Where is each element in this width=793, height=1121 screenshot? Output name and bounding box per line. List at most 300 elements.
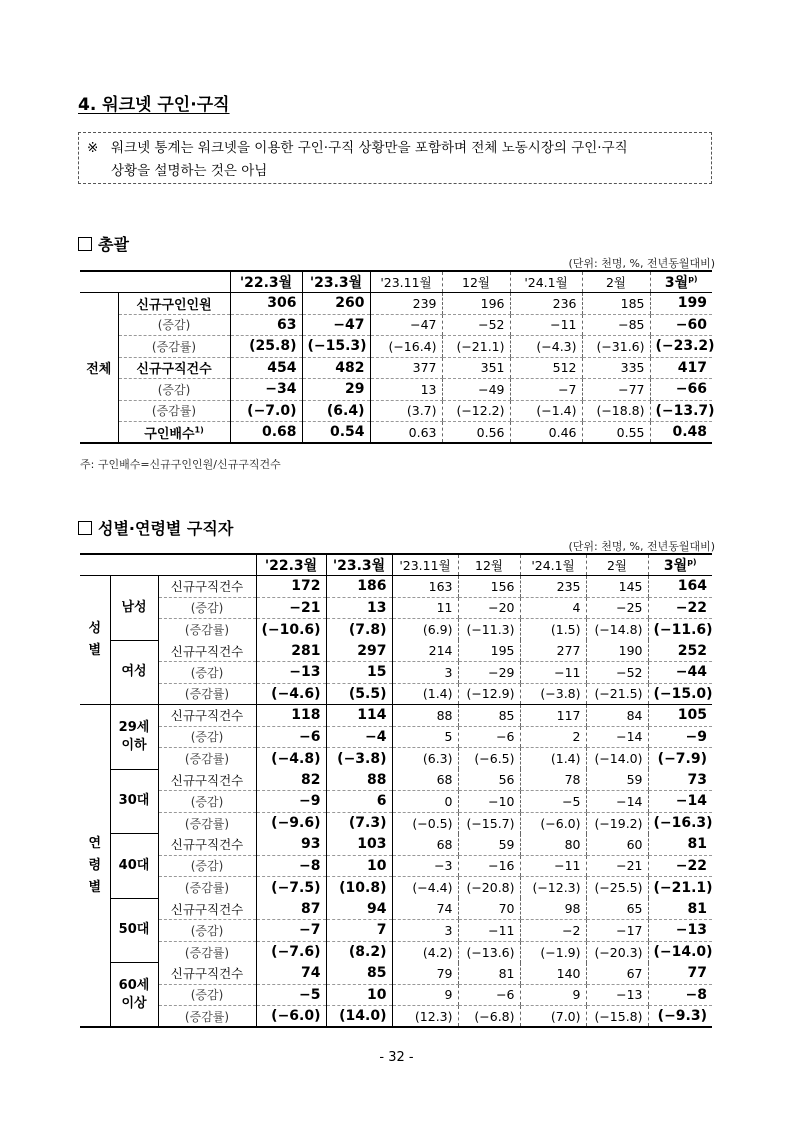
summary-title: 총괄 bbox=[78, 232, 129, 255]
row-label: (증감률) bbox=[158, 1006, 256, 1028]
table-row bbox=[80, 597, 712, 619]
table-row bbox=[80, 920, 712, 942]
column-header bbox=[582, 271, 650, 293]
table-cell: 118 bbox=[256, 705, 326, 727]
table-cell: (−11.3) bbox=[458, 619, 520, 641]
table-row bbox=[80, 1006, 712, 1028]
column-header bbox=[458, 554, 520, 576]
table-cell: 277 bbox=[520, 640, 586, 662]
table-cell: 3 bbox=[392, 920, 458, 942]
group-label bbox=[80, 705, 110, 1028]
table-cell: 512 bbox=[510, 357, 582, 379]
table-cell: 9 bbox=[392, 984, 458, 1006]
table-row bbox=[80, 619, 712, 641]
table-cell: −2 bbox=[520, 920, 586, 942]
square-bullet-icon bbox=[78, 237, 92, 251]
table-cell: (−3.8) bbox=[326, 748, 392, 770]
table-cell: (−18.8) bbox=[582, 400, 650, 422]
row-label bbox=[118, 422, 230, 444]
table-cell: −11 bbox=[458, 920, 520, 942]
group-label: 전체 bbox=[80, 293, 118, 444]
table-cell: (−12.2) bbox=[442, 400, 510, 422]
row-label: (증감) bbox=[158, 791, 256, 813]
row-label-text: 구인배수 bbox=[144, 426, 195, 442]
table-cell: 74 bbox=[392, 898, 458, 920]
table-cell: 105 bbox=[648, 705, 712, 727]
table-row bbox=[80, 812, 712, 834]
row-label-sup: 1) bbox=[194, 425, 204, 435]
table-row bbox=[80, 705, 712, 727]
table-cell: (−6.0) bbox=[520, 812, 586, 834]
table-cell: (−1.4) bbox=[510, 400, 582, 422]
table-cell: 77 bbox=[648, 963, 712, 985]
table-cell: −3 bbox=[392, 855, 458, 877]
table-cell: 103 bbox=[326, 834, 392, 856]
table-row bbox=[80, 357, 712, 379]
row-label bbox=[118, 293, 230, 315]
table-cell: −14 bbox=[586, 791, 648, 813]
table-cell: 236 bbox=[510, 293, 582, 315]
column-header bbox=[648, 554, 712, 576]
column-header-label: '23.11월 bbox=[399, 558, 451, 573]
table-cell: (−6.5) bbox=[458, 748, 520, 770]
table-cell: −52 bbox=[442, 314, 510, 336]
table-cell: (−4.8) bbox=[256, 748, 326, 770]
table-cell: (4.2) bbox=[392, 941, 458, 963]
column-header-label: '22.3월 bbox=[264, 558, 318, 574]
table-cell: −25 bbox=[586, 597, 648, 619]
column-header-label: '23.11월 bbox=[380, 275, 432, 290]
table-cell: 60 bbox=[586, 834, 648, 856]
table-cell: 94 bbox=[326, 898, 392, 920]
table-cell: 0.55 bbox=[582, 422, 650, 444]
column-header-label: '24.1월 bbox=[524, 275, 568, 290]
table-cell: (−9.6) bbox=[256, 812, 326, 834]
table-cell: (−15.0) bbox=[648, 683, 712, 705]
table-cell: (−7.0) bbox=[230, 400, 302, 422]
column-header bbox=[370, 271, 442, 293]
table-cell: 15 bbox=[326, 662, 392, 684]
table-cell: −22 bbox=[648, 597, 712, 619]
table-cell: (−13.6) bbox=[458, 941, 520, 963]
row-label: 신규구직건수 bbox=[158, 640, 256, 662]
table-cell: (−12.9) bbox=[458, 683, 520, 705]
subgroup-label-part: 이상 bbox=[121, 995, 147, 1011]
table-cell: (8.2) bbox=[326, 941, 392, 963]
table-cell: 306 bbox=[230, 293, 302, 315]
table-row bbox=[80, 314, 712, 336]
row-label: 신규구직건수 bbox=[158, 963, 256, 985]
table-cell: 88 bbox=[326, 769, 392, 791]
table-cell: −44 bbox=[648, 662, 712, 684]
table-cell: −21 bbox=[586, 855, 648, 877]
row-label: (증감률) bbox=[184, 816, 230, 831]
row-label-text: 신규구직건수 bbox=[136, 362, 212, 378]
table-cell: 260 bbox=[302, 293, 370, 315]
table-cell: 93 bbox=[256, 834, 326, 856]
table-cell: (6.4) bbox=[302, 400, 370, 422]
column-header-label: 2월 bbox=[605, 275, 627, 290]
table-cell: 164 bbox=[648, 576, 712, 598]
column-header-sup: p) bbox=[687, 557, 697, 567]
table-cell: (−14.0) bbox=[648, 941, 712, 963]
table-cell: (1.4) bbox=[520, 748, 586, 770]
table-cell: 81 bbox=[648, 834, 712, 856]
table-cell: (−16.3) bbox=[648, 812, 712, 834]
detail-table bbox=[80, 553, 712, 1028]
row-label: 신규구직건수 bbox=[158, 769, 256, 791]
table-row bbox=[80, 379, 712, 401]
table-row bbox=[80, 662, 712, 684]
table-cell: (−15.8) bbox=[586, 1006, 648, 1028]
table-cell: −4 bbox=[326, 726, 392, 748]
table-cell: 78 bbox=[520, 769, 586, 791]
table-cell: 56 bbox=[458, 769, 520, 791]
table-cell: (−21.1) bbox=[442, 336, 510, 358]
column-header-label: 3월 bbox=[664, 275, 689, 291]
column-header-label: '24.1월 bbox=[531, 558, 575, 573]
table-cell: (−21.5) bbox=[586, 683, 648, 705]
table-cell: (−10.6) bbox=[256, 619, 326, 641]
table-cell: 81 bbox=[458, 963, 520, 985]
table-cell: 417 bbox=[650, 357, 712, 379]
table-cell: 145 bbox=[586, 576, 648, 598]
table-cell: −21 bbox=[256, 597, 326, 619]
subgroup-label bbox=[110, 640, 158, 705]
table-cell: −11 bbox=[520, 662, 586, 684]
table-cell: (−12.3) bbox=[520, 877, 586, 899]
table-cell: 65 bbox=[586, 898, 648, 920]
group-label bbox=[80, 576, 110, 705]
table-cell: 29 bbox=[302, 379, 370, 401]
table-cell: −14 bbox=[586, 726, 648, 748]
table-row bbox=[80, 640, 712, 662]
row-label bbox=[118, 336, 230, 358]
table-cell: 10 bbox=[326, 984, 392, 1006]
table-cell: −11 bbox=[510, 314, 582, 336]
table-cell: 10 bbox=[326, 855, 392, 877]
table-cell: 186 bbox=[326, 576, 392, 598]
table-cell: 190 bbox=[586, 640, 648, 662]
group-label-char: 령 bbox=[88, 857, 102, 873]
group-label-char: 연 bbox=[88, 835, 102, 851]
row-label: (증감) bbox=[158, 726, 256, 748]
table-cell: 85 bbox=[326, 963, 392, 985]
table-cell: −52 bbox=[586, 662, 648, 684]
table-cell: 196 bbox=[442, 293, 510, 315]
table-cell: −29 bbox=[458, 662, 520, 684]
subgroup-label bbox=[110, 576, 158, 641]
table-cell: (−14.8) bbox=[586, 619, 648, 641]
subgroup-label bbox=[110, 963, 158, 1028]
row-label: (증감) bbox=[158, 662, 256, 684]
row-label-text: 신규구인인원 bbox=[136, 297, 212, 313]
row-label: (증감) bbox=[158, 597, 256, 619]
table-cell: 59 bbox=[458, 834, 520, 856]
table-cell: 156 bbox=[458, 576, 520, 598]
table-cell: (−7.9) bbox=[648, 748, 712, 770]
table-cell: (12.3) bbox=[392, 1006, 458, 1028]
row-label: 신규구직건수 bbox=[158, 705, 256, 727]
table-cell: (−19.2) bbox=[586, 812, 648, 834]
table-cell: −10 bbox=[458, 791, 520, 813]
table-cell: (3.7) bbox=[370, 400, 442, 422]
detail-unit: (단위: 천명, %, 전년동월대비) bbox=[568, 540, 715, 553]
table-cell: (7.3) bbox=[326, 812, 392, 834]
table-cell: 0.54 bbox=[302, 422, 370, 444]
table-cell: 63 bbox=[230, 314, 302, 336]
table-cell: 0.56 bbox=[442, 422, 510, 444]
table-cell: (−6.8) bbox=[458, 1006, 520, 1028]
table-cell: 13 bbox=[326, 597, 392, 619]
table-cell: (−25.5) bbox=[586, 877, 648, 899]
table-row bbox=[80, 769, 712, 791]
group-label-char: 성 bbox=[88, 621, 102, 636]
group-label-char: 별 bbox=[88, 879, 102, 895]
row-label: (증감률) bbox=[184, 945, 230, 960]
table-cell: −17 bbox=[586, 920, 648, 942]
table-cell: 70 bbox=[458, 898, 520, 920]
row-label bbox=[118, 379, 230, 401]
table-row bbox=[80, 726, 712, 748]
table-cell: 163 bbox=[392, 576, 458, 598]
section-title: 4. 워크넷 구인·구직 bbox=[78, 95, 230, 115]
table-cell: 82 bbox=[256, 769, 326, 791]
row-label: (증감) bbox=[158, 920, 256, 942]
table-cell: 4 bbox=[520, 597, 586, 619]
table-row bbox=[80, 791, 712, 813]
table-cell: −7 bbox=[510, 379, 582, 401]
table-cell: 74 bbox=[256, 963, 326, 985]
table-cell: 80 bbox=[520, 834, 586, 856]
row-label bbox=[118, 314, 230, 336]
table-cell: 79 bbox=[392, 963, 458, 985]
table-cell: (−4.4) bbox=[392, 877, 458, 899]
table-cell: 2 bbox=[520, 726, 586, 748]
row-label: (증감률) bbox=[184, 623, 230, 637]
table-cell: 0.63 bbox=[370, 422, 442, 444]
table-cell: (10.8) bbox=[326, 877, 392, 899]
table-cell: (−7.6) bbox=[256, 941, 326, 963]
table-cell: (1.4) bbox=[392, 683, 458, 705]
subgroup-label-part: 30대 bbox=[118, 793, 150, 809]
row-label: (증감률) bbox=[184, 881, 230, 895]
column-header bbox=[326, 554, 392, 576]
table-cell: −13 bbox=[648, 920, 712, 942]
table-cell: −9 bbox=[256, 791, 326, 813]
table-cell: 6 bbox=[326, 791, 392, 813]
table-cell: (−4.3) bbox=[510, 336, 582, 358]
table-cell: 0.68 bbox=[230, 422, 302, 444]
table-row bbox=[80, 400, 712, 422]
table-cell: 98 bbox=[520, 898, 586, 920]
table-cell: −34 bbox=[230, 379, 302, 401]
table-cell: 281 bbox=[256, 640, 326, 662]
table-cell: 335 bbox=[582, 357, 650, 379]
table-cell: (−3.8) bbox=[520, 683, 586, 705]
row-label bbox=[118, 357, 230, 379]
table-cell: 84 bbox=[586, 705, 648, 727]
table-cell: −49 bbox=[442, 379, 510, 401]
table-cell: −22 bbox=[648, 855, 712, 877]
table-cell: −8 bbox=[648, 984, 712, 1006]
table-cell: −6 bbox=[256, 726, 326, 748]
table-cell: 73 bbox=[648, 769, 712, 791]
table-row bbox=[80, 576, 712, 598]
summary-unit: (단위: 천명, %, 전년동월대비) bbox=[568, 257, 715, 270]
table-cell: (−13.7) bbox=[650, 400, 712, 422]
table-cell: (−15.7) bbox=[458, 812, 520, 834]
row-label: (증감) bbox=[158, 984, 256, 1006]
table-cell: −9 bbox=[648, 726, 712, 748]
table-cell: (7.8) bbox=[326, 619, 392, 641]
table-cell: −77 bbox=[582, 379, 650, 401]
detail-title: 성별·연령별 구직자 bbox=[78, 516, 233, 539]
column-header bbox=[510, 271, 582, 293]
table-cell: −7 bbox=[256, 920, 326, 942]
table-cell: −13 bbox=[586, 984, 648, 1006]
table-row bbox=[80, 293, 712, 315]
table-cell: (−20.3) bbox=[586, 941, 648, 963]
row-label: 신규구직건수 bbox=[158, 576, 256, 598]
footnote: 주: 구인배수=신규구인인원/신규구직건수 bbox=[80, 458, 281, 471]
table-cell: 377 bbox=[370, 357, 442, 379]
table-cell: (5.5) bbox=[326, 683, 392, 705]
column-header bbox=[586, 554, 648, 576]
column-header-label: 12월 bbox=[462, 275, 490, 290]
table-cell: −5 bbox=[520, 791, 586, 813]
notice-line-1: 워크넷 통계는 워크넷을 이용한 구인·구직 상황만을 포함하며 전체 노동시장의 구인·구직 bbox=[111, 140, 628, 156]
column-header-label: '23.3월 bbox=[309, 275, 363, 291]
table-cell: (−15.3) bbox=[302, 336, 370, 358]
table-cell: 11 bbox=[392, 597, 458, 619]
column-header bbox=[392, 554, 458, 576]
group-label-char: 별 bbox=[88, 643, 102, 658]
table-cell: 185 bbox=[582, 293, 650, 315]
table-cell: 87 bbox=[256, 898, 326, 920]
subgroup-label bbox=[110, 769, 158, 834]
table-cell: −47 bbox=[370, 314, 442, 336]
table-cell: −8 bbox=[256, 855, 326, 877]
table-row bbox=[80, 877, 712, 899]
column-header-sup: p) bbox=[688, 274, 698, 284]
table-row bbox=[80, 683, 712, 705]
table-cell: (−4.6) bbox=[256, 683, 326, 705]
table-cell: 351 bbox=[442, 357, 510, 379]
table-row bbox=[80, 963, 712, 985]
header-blank bbox=[80, 271, 230, 293]
table-cell: 0.46 bbox=[510, 422, 582, 444]
table-cell: −85 bbox=[582, 314, 650, 336]
table-cell: 117 bbox=[520, 705, 586, 727]
table-row bbox=[80, 898, 712, 920]
subgroup-label bbox=[110, 834, 158, 899]
table-cell: −60 bbox=[650, 314, 712, 336]
table-cell: (−7.5) bbox=[256, 877, 326, 899]
subgroup-label-part: 50대 bbox=[118, 922, 150, 938]
notice-box bbox=[78, 132, 712, 184]
table-cell: (25.8) bbox=[230, 336, 302, 358]
table-cell: 214 bbox=[392, 640, 458, 662]
table-cell: 59 bbox=[586, 769, 648, 791]
summary-table bbox=[80, 270, 715, 444]
table-cell: 114 bbox=[326, 705, 392, 727]
subgroup-label-part: 60세 bbox=[118, 977, 150, 993]
table-cell: −6 bbox=[458, 984, 520, 1006]
table-cell: (6.3) bbox=[392, 748, 458, 770]
table-row bbox=[80, 855, 712, 877]
table-cell: 0 bbox=[392, 791, 458, 813]
table-cell: −66 bbox=[650, 379, 712, 401]
column-header-label: 3월 bbox=[663, 558, 688, 574]
table-row bbox=[80, 941, 712, 963]
subgroup-label-part: 남성 bbox=[121, 599, 147, 615]
row-label-text: (증감) bbox=[157, 318, 191, 333]
table-cell: 195 bbox=[458, 640, 520, 662]
table-row bbox=[80, 422, 712, 444]
column-header bbox=[302, 271, 370, 293]
table-cell: (−16.4) bbox=[370, 336, 442, 358]
table-cell: 140 bbox=[520, 963, 586, 985]
table-cell: −20 bbox=[458, 597, 520, 619]
table-cell: 85 bbox=[458, 705, 520, 727]
table-cell: 454 bbox=[230, 357, 302, 379]
page-number: - 32 - bbox=[379, 1050, 414, 1065]
table-cell: (−21.1) bbox=[648, 877, 712, 899]
table-cell: 9 bbox=[520, 984, 586, 1006]
table-cell: (1.5) bbox=[520, 619, 586, 641]
subgroup-label-part: 29세 bbox=[118, 719, 150, 735]
table-cell: (−11.6) bbox=[648, 619, 712, 641]
table-cell: −11 bbox=[520, 855, 586, 877]
table-cell: (6.9) bbox=[392, 619, 458, 641]
square-bullet-icon bbox=[78, 521, 92, 535]
row-label: (증감) bbox=[158, 855, 256, 877]
table-cell: 0.48 bbox=[650, 422, 712, 444]
table-row bbox=[80, 748, 712, 770]
table-row bbox=[80, 834, 712, 856]
column-header bbox=[520, 554, 586, 576]
table-row bbox=[80, 984, 712, 1006]
table-cell: 252 bbox=[648, 640, 712, 662]
row-label-text: (증감률) bbox=[151, 404, 197, 419]
column-header bbox=[256, 554, 326, 576]
subgroup-label bbox=[110, 705, 158, 770]
subgroup-label-part: 40대 bbox=[118, 857, 150, 873]
subgroup-label-part: 이하 bbox=[121, 737, 147, 753]
table-cell: −47 bbox=[302, 314, 370, 336]
table-cell: (14.0) bbox=[326, 1006, 392, 1028]
table-cell: 68 bbox=[392, 834, 458, 856]
table-cell: 7 bbox=[326, 920, 392, 942]
column-header-label: 12월 bbox=[475, 558, 503, 573]
table-cell: (−20.8) bbox=[458, 877, 520, 899]
row-label: (증감률) bbox=[184, 752, 230, 766]
table-row bbox=[80, 336, 712, 358]
column-header bbox=[230, 271, 302, 293]
table-cell: 239 bbox=[370, 293, 442, 315]
table-cell: 235 bbox=[520, 576, 586, 598]
table-cell: −16 bbox=[458, 855, 520, 877]
table-cell: 67 bbox=[586, 963, 648, 985]
table-cell: 297 bbox=[326, 640, 392, 662]
column-header bbox=[442, 271, 510, 293]
table-cell: (−6.0) bbox=[256, 1006, 326, 1028]
table-cell: 482 bbox=[302, 357, 370, 379]
table-cell: −14 bbox=[648, 791, 712, 813]
column-header-label: 2월 bbox=[606, 558, 628, 573]
table-cell: 199 bbox=[650, 293, 712, 315]
